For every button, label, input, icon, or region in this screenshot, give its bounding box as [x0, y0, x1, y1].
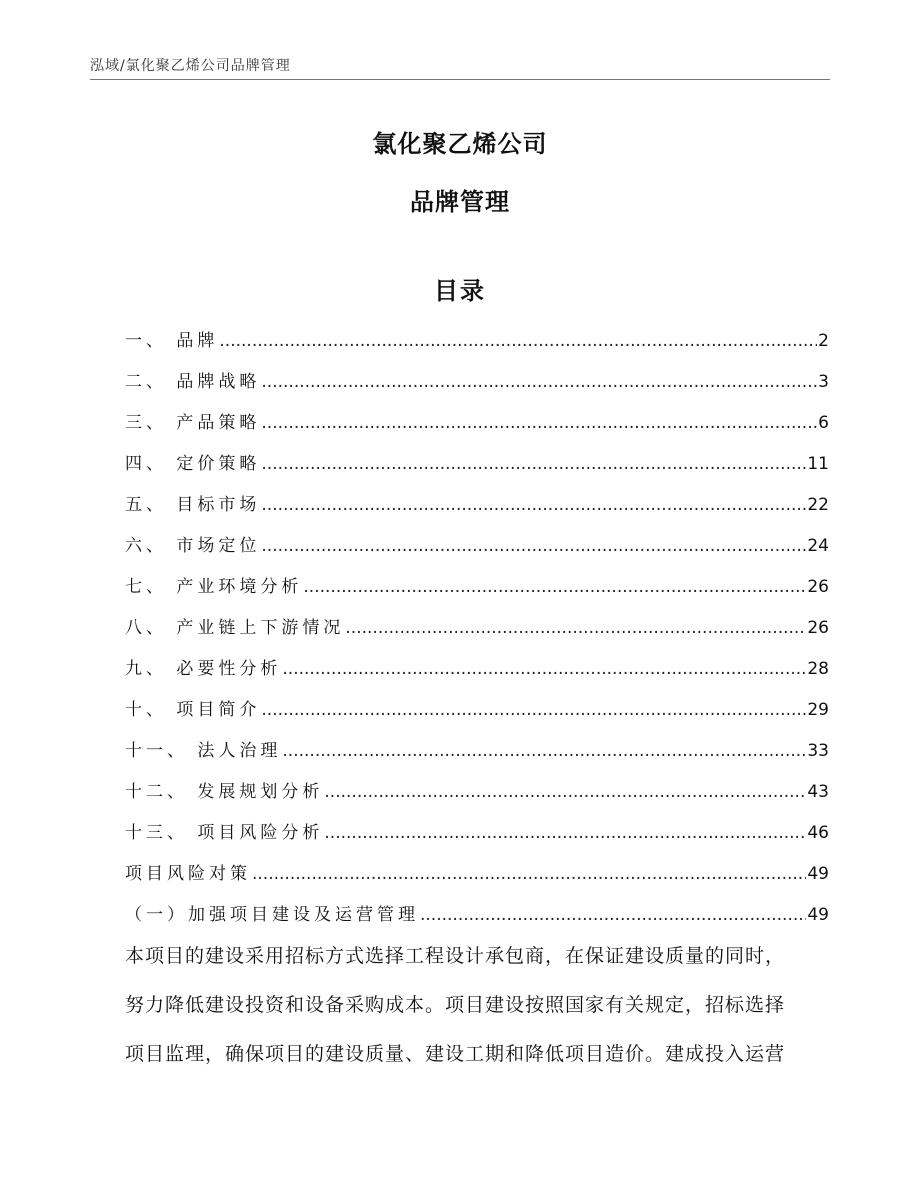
toc-leader-dots: [345, 618, 806, 638]
document-subtitle: 品牌管理: [410, 188, 510, 216]
toc-entry-label: 五、 目标市场: [125, 495, 261, 515]
toc-leader-dots: [420, 905, 806, 925]
toc-entry[interactable]: [125, 490, 829, 531]
toc-entry-page: 26: [807, 618, 829, 638]
toc-leader-dots: [252, 864, 806, 884]
toc-entry[interactable]: [125, 695, 829, 736]
toc-entry-page: 6: [818, 413, 829, 433]
toc-entry[interactable]: [125, 859, 829, 900]
toc-leader-dots: [261, 454, 806, 474]
toc-entry-page: 3: [818, 372, 829, 392]
toc-entry-label: 一、 品牌: [125, 331, 219, 351]
toc-entry[interactable]: [125, 326, 829, 367]
body-line: 项目监理，确保项目的建设质量、建设工期和降低项目造价。建成投入运营: [125, 1043, 786, 1065]
toc-entry[interactable]: [125, 777, 829, 818]
toc-leader-dots: [261, 495, 806, 515]
toc-leader-dots: [303, 577, 806, 597]
toc-entry-label: 七、 产业环境分析: [125, 577, 303, 597]
toc-entry-label: 项目风险对策: [125, 864, 251, 884]
toc-entry[interactable]: [125, 613, 829, 654]
table-of-contents: [125, 326, 829, 941]
toc-leader-dots: [261, 372, 817, 392]
toc-entry-page: 24: [807, 536, 829, 556]
toc-entry-page: 49: [807, 905, 829, 925]
toc-entry-page: 49: [807, 864, 829, 884]
toc-entry-page: 11: [807, 454, 829, 474]
toc-leader-dots: [261, 413, 817, 433]
toc-entry-label: 二、 品牌战略: [125, 372, 261, 392]
document-title: 氯化聚乙烯公司: [372, 130, 548, 158]
toc-entry-page: 22: [807, 495, 829, 515]
toc-entry-label: 十三、 项目风险分析: [125, 823, 324, 843]
toc-leader-dots: [282, 741, 806, 761]
toc-entry-page: 2: [818, 331, 829, 351]
toc-entry-label: （一）加强项目建设及运营管理: [125, 905, 419, 925]
toc-leader-dots: [324, 823, 806, 843]
toc-leader-dots: [261, 536, 806, 556]
toc-entry[interactable]: [125, 736, 829, 777]
toc-entry-page: 43: [807, 782, 829, 802]
toc-entry[interactable]: [125, 408, 829, 449]
toc-entry[interactable]: [125, 572, 829, 613]
toc-entry-label: 十一、 法人治理: [125, 741, 282, 761]
toc-entry-label: 六、 市场定位: [125, 536, 261, 556]
toc-entry-label: 十二、 发展规划分析: [125, 782, 324, 802]
toc-entry-label: 三、 产品策略: [125, 413, 261, 433]
toc-entry-page: 33: [807, 741, 829, 761]
body-line: 努力降低建设投资和设备采购成本。项目建设按照国家有关规定，招标选择: [125, 994, 786, 1016]
page-header: 泓域/氯化聚乙烯公司品牌管理: [90, 58, 291, 74]
toc-leader-dots: [261, 700, 806, 720]
header-rule: [90, 79, 830, 80]
toc-entry-label: 十、 项目简介: [125, 700, 261, 720]
toc-entry[interactable]: [125, 449, 829, 490]
toc-entry[interactable]: [125, 367, 829, 408]
toc-entry-page: 29: [807, 700, 829, 720]
toc-leader-dots: [219, 331, 817, 351]
toc-entry-label: 四、 定价策略: [125, 454, 261, 474]
body-paragraph: [125, 932, 829, 1079]
toc-entry-label: 九、 必要性分析: [125, 659, 282, 679]
toc-entry[interactable]: [125, 531, 829, 572]
toc-entry[interactable]: [125, 818, 829, 859]
toc-entry[interactable]: [125, 654, 829, 695]
toc-leader-dots: [282, 659, 806, 679]
body-line: 本项目的建设采用招标方式选择工程设计承包商，在保证建设质量的同时，: [125, 945, 786, 967]
toc-leader-dots: [324, 782, 806, 802]
toc-entry-label: 八、 产业链上下游情况: [125, 618, 345, 638]
toc-heading: 目录: [434, 277, 486, 305]
toc-entry-page: 28: [807, 659, 829, 679]
toc-entry-page: 26: [807, 577, 829, 597]
toc-entry-page: 46: [807, 823, 829, 843]
